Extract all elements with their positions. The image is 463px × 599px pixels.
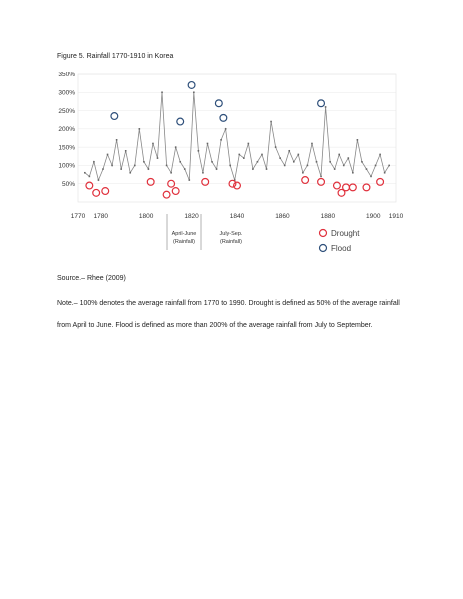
x-tick-label: 1820 — [184, 213, 199, 220]
data-point — [366, 168, 368, 170]
data-point — [84, 172, 86, 174]
legend — [320, 229, 361, 253]
data-point — [388, 165, 390, 167]
data-point — [98, 179, 100, 181]
data-point — [216, 168, 218, 170]
legend-flood-marker — [320, 245, 327, 252]
x-tick-label: 1800 — [138, 213, 154, 220]
data-point — [338, 154, 340, 156]
data-point — [261, 154, 263, 156]
x-tick-label: 1860 — [275, 213, 290, 220]
data-point — [311, 143, 313, 145]
data-point — [379, 154, 381, 156]
x-axis-ticks — [71, 213, 404, 220]
data-point — [248, 143, 250, 145]
data-point — [307, 165, 309, 167]
data-point — [370, 176, 372, 178]
data-point — [129, 172, 131, 174]
y-tick-label: 200% — [58, 126, 75, 134]
data-point — [143, 161, 145, 163]
data-point — [316, 161, 318, 163]
data-point — [170, 172, 172, 174]
data-point — [125, 150, 127, 152]
season-sub-april-june: (Rainfall) — [172, 239, 196, 245]
data-point — [252, 168, 254, 170]
source-line: Source.– Rhee (2009) — [57, 275, 126, 282]
data-point — [375, 165, 377, 167]
data-point — [93, 161, 95, 163]
data-point — [107, 154, 109, 156]
data-point — [189, 179, 191, 181]
data-point — [89, 176, 91, 178]
note-paragraph: Note.– 100% denotes the average rainfall from 1770 to 1990. Drought is defined as 50% of the average rainfall from April to June. Flood is defined as more than 200% of the average rainfall from July to September. — [57, 300, 400, 329]
data-point — [302, 172, 304, 174]
data-point — [279, 157, 281, 159]
data-point — [320, 176, 322, 178]
data-point — [116, 139, 118, 141]
data-point — [229, 165, 231, 167]
data-point — [329, 161, 331, 163]
data-point — [120, 168, 122, 170]
data-point — [293, 161, 295, 163]
x-tick-label: 1780 — [93, 213, 108, 220]
x-tick-label: 1840 — [229, 213, 245, 220]
data-point — [343, 165, 345, 167]
season-sub-july-sep: (Rainfall) — [219, 239, 243, 245]
season-label-july-sep: July-Sep. — [219, 231, 243, 237]
y-tick-label: 250% — [58, 107, 75, 115]
x-tick-label: 1910 — [388, 213, 404, 220]
data-point — [352, 172, 354, 174]
legend-drought-marker — [320, 230, 327, 237]
data-point — [157, 157, 159, 159]
data-point — [134, 165, 136, 167]
y-tick-label: 150% — [58, 144, 75, 152]
y-tick-label: 100% — [58, 162, 75, 170]
y-axis-ticks — [58, 72, 75, 188]
data-point — [148, 168, 150, 170]
x-tick-label: 1880 — [320, 213, 336, 220]
data-point — [334, 168, 336, 170]
data-point — [243, 157, 245, 159]
data-point — [111, 165, 113, 167]
data-point — [298, 154, 300, 156]
x-tick-label: 1900 — [366, 213, 381, 220]
y-tick-label: 300% — [58, 89, 75, 97]
data-point — [161, 91, 163, 93]
data-point — [357, 139, 359, 141]
x-tick-label: 1770 — [70, 213, 86, 220]
figure-caption: Figure 5. Rainfall 1770-1910 in Korea — [57, 53, 174, 60]
data-point — [139, 128, 141, 130]
data-point — [184, 168, 186, 170]
data-point — [238, 154, 240, 156]
data-point — [102, 168, 104, 170]
data-point — [152, 143, 154, 145]
data-point — [288, 150, 290, 152]
plot-frame — [78, 74, 396, 202]
data-point — [211, 161, 213, 163]
data-point — [325, 106, 327, 108]
data-point — [198, 150, 200, 152]
data-point — [175, 146, 177, 148]
data-point — [166, 165, 168, 167]
data-point — [225, 128, 227, 130]
data-point — [266, 168, 268, 170]
legend-drought-label: Drought — [331, 229, 360, 238]
data-point — [257, 161, 259, 163]
data-point — [202, 172, 204, 174]
data-point — [284, 165, 286, 167]
data-point — [348, 157, 350, 159]
data-point — [207, 143, 209, 145]
legend-flood-label: Flood — [331, 244, 352, 253]
season-label-april-june: April-June — [171, 231, 197, 237]
data-point — [270, 121, 272, 123]
data-point — [179, 161, 181, 163]
data-point — [361, 161, 363, 163]
rainfall-chart — [50, 72, 410, 257]
data-point — [220, 139, 222, 141]
data-point — [384, 172, 386, 174]
y-tick-label: 350% — [58, 72, 75, 79]
data-point — [193, 91, 195, 93]
y-tick-label: 50% — [61, 180, 75, 188]
data-point — [275, 146, 277, 148]
